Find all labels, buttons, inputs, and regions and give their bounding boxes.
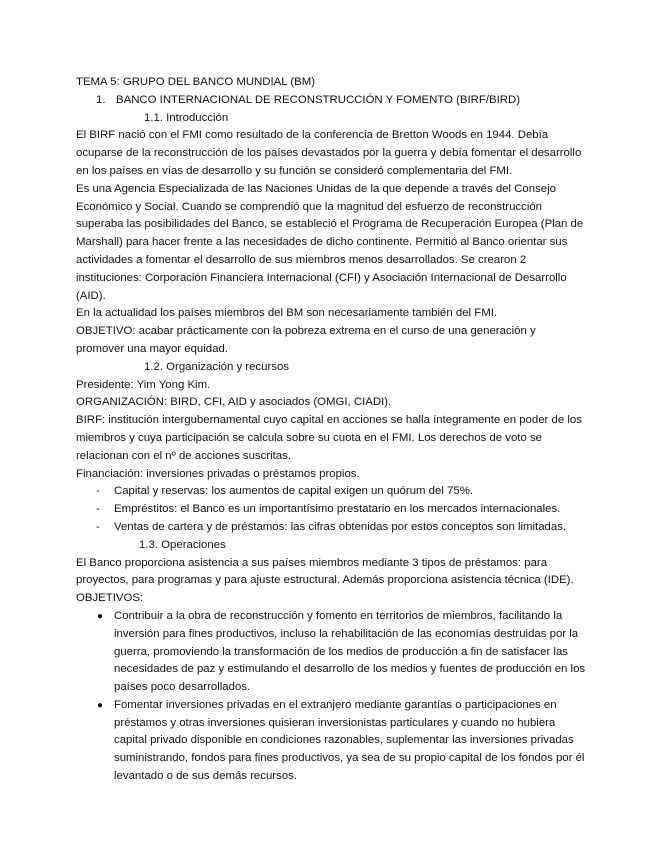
list-item xyxy=(76,501,586,519)
financiacion-list xyxy=(76,483,586,536)
list-item xyxy=(76,483,586,501)
objetivos-label: OBJETIVOS: xyxy=(76,592,144,605)
objetivos-list xyxy=(76,608,586,786)
list-item-text: Contribuir a la obra de reconstrucción y fomento en territorios de miembros, facilitando la inversión para fines productivos, incluso la rehabilitación de las economías destruidas por la guerra, promoviendo la transformación de los medios de producción a fin de satisfacer las necesidades de paz y estimulando el desarrollo de los medios y fuentes de producción en los países poco desarrollados. xyxy=(114,609,586,694)
list-item xyxy=(76,519,586,537)
operaciones-paragraph: El Banco proporciona asistencia a sus países miembros mediante 3 tipos de préstamos: para proyectos, para programas y para ajuste estructural. Además proporciona asistencia técnica (IDE). xyxy=(76,556,574,587)
birf-paragraph: BIRF: institución intergubernamental cuyo capital en acciones se halla íntegramente en poder de los miembros y cuya participación se calcula sobre su cuota en el FMI. Los derechos de voto se relacionan con el nº de acciones suscritas. xyxy=(76,414,582,462)
list-item-text: Fomentar inversiones privadas en el extranjero mediante garantías o participaciones en préstamos y otras inversiones quisieran inversionistas particulares y cuando no hubiera capital privado disponible en condiciones razonables, suplementar las inversiones privadas suministrando, fondos para fines productivos, ya sea de su propio capital de los fondos por él levantado o de sus demás recursos. xyxy=(114,698,585,783)
dash-marker: - xyxy=(96,503,100,516)
list-item xyxy=(76,608,586,697)
section-1-title: BANCO INTERNACIONAL DE RECONSTRUCCIÓN Y FOMENTO (BIRF/BIRD) xyxy=(116,93,520,106)
section-1-heading xyxy=(76,92,586,110)
intro-paragraph-1: El BIRF nació con el FMI como resultado de la conferencia de Bretton Woods en 1944. Debía ocuparse de la reconstrucción de los países devastados por la guerra y debía fomentar el desarrollo en los países en vías de desarrollo y su función se consideró complementaria del FMI. xyxy=(76,129,582,177)
bullet-icon: ● xyxy=(97,699,104,711)
section-1-number: 1. xyxy=(96,93,106,106)
intro-objective: OBJETIVO: acabar prácticamente con la pobreza extrema en el curso de una generación y promover una mayor equidad. xyxy=(76,325,536,355)
financiacion-line: Financiación: inversiones privadas o préstamos propios. xyxy=(76,467,360,480)
list-item-text: Empréstitos: el Banco es un importantísimo prestatario en los mercados internacionales. xyxy=(114,503,561,516)
intro-paragraph-2: Es una Agencia Especializada de las Naciones Unidas de la que depende a través del Consejo Económico y Social. Cuando se comprendió que la magnitud del esfuerzo de reconstrucción superaba las posibilidades del Banco, se estableció el Programa de Recuperación Europea (Plan de Marshall) para hacer frente a las necesidades de dicho continente. Permitió al Banco orientar sus actividades a fomentar el desarrollo de sus miembros menos desarrollados. Se crearon 2 instituciones: Corporación Financiera Internacional (CFI) y Asociación Internacional de Desarrollo (AID). xyxy=(76,182,584,302)
operaciones-heading: 1.3. Operaciones xyxy=(139,538,226,551)
organizacion-heading: 1.2. Organización y recursos xyxy=(144,360,289,373)
intro-heading: 1.1. Introducción xyxy=(144,111,229,124)
list-item-text: Capital y reservas: los aumentos de capital exigen un quórum del 75%. xyxy=(114,485,474,498)
list-item xyxy=(76,697,586,786)
document-body xyxy=(76,74,586,786)
dash-marker: - xyxy=(96,485,100,498)
dash-marker: - xyxy=(96,520,100,533)
president-line: Presidente: Yim Yong Kim. xyxy=(76,378,211,391)
organizacion-line: ORGANIZACIÓN: BIRD, CFI, AID y asociados (OMGI, CIADI). xyxy=(76,396,392,409)
list-item-text: Ventas de cartera y de préstamos: las cifras obtenidas por estos conceptos son limitadas. xyxy=(114,520,567,533)
bullet-icon: ● xyxy=(97,610,104,622)
intro-paragraph-3: En la actualidad los países miembros del BM son necesariamente también del FMI. xyxy=(76,307,498,320)
document-title: TEMA 5: GRUPO DEL BANCO MUNDIAL (BM) xyxy=(76,76,316,88)
